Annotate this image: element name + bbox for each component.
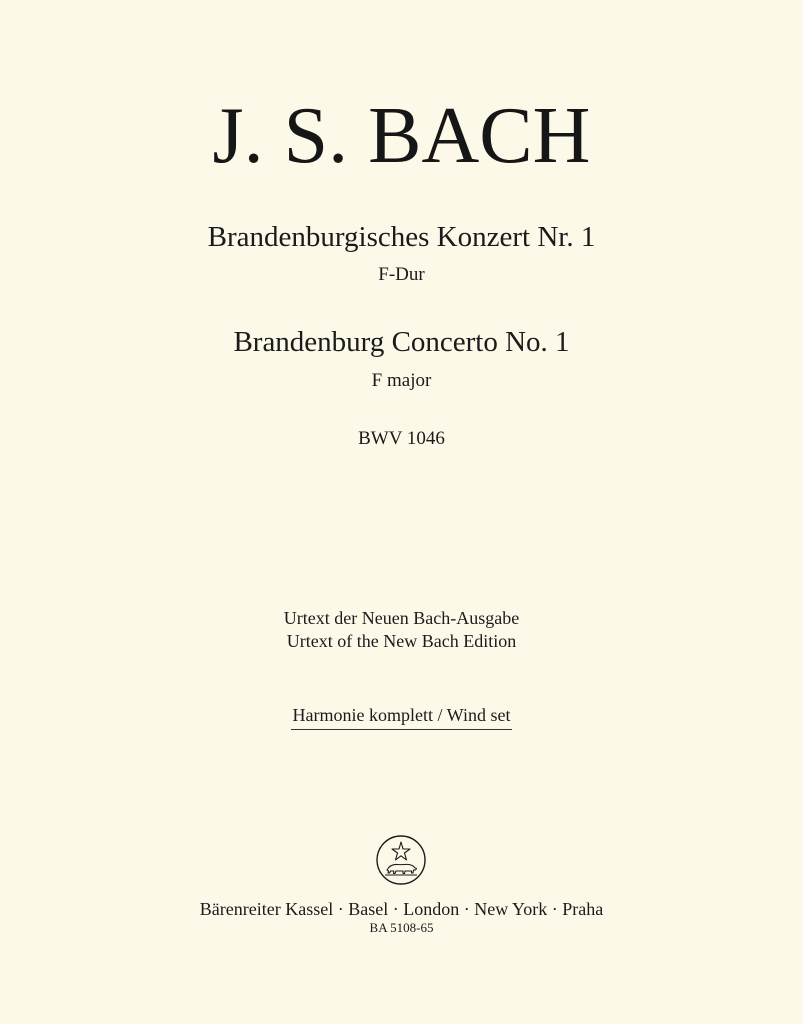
composer-name: J. S. BACH	[212, 92, 591, 180]
urtext-english: Urtext of the New Bach Edition	[286, 631, 517, 651]
edition-block	[0, 704, 803, 730]
publisher-line: Bärenreiter Kassel · Basel · London · New York · Praha	[199, 899, 604, 919]
edition-label: Harmonie komplett / Wind set	[291, 704, 513, 730]
baerenreiter-logo-icon	[375, 834, 427, 886]
title-english: Brandenburg Concerto No. 1	[233, 326, 570, 358]
urtext-german: Urtext der Neuen Bach-Ausgabe	[283, 608, 520, 628]
title-german: Brandenburgisches Konzert Nr. 1	[207, 221, 596, 253]
key-english: F major	[371, 370, 432, 391]
catalogue-number: BWV 1046	[358, 428, 445, 449]
key-german: F-Dur	[378, 264, 425, 285]
publisher-catalog-number: BA 5108-65	[369, 920, 434, 935]
